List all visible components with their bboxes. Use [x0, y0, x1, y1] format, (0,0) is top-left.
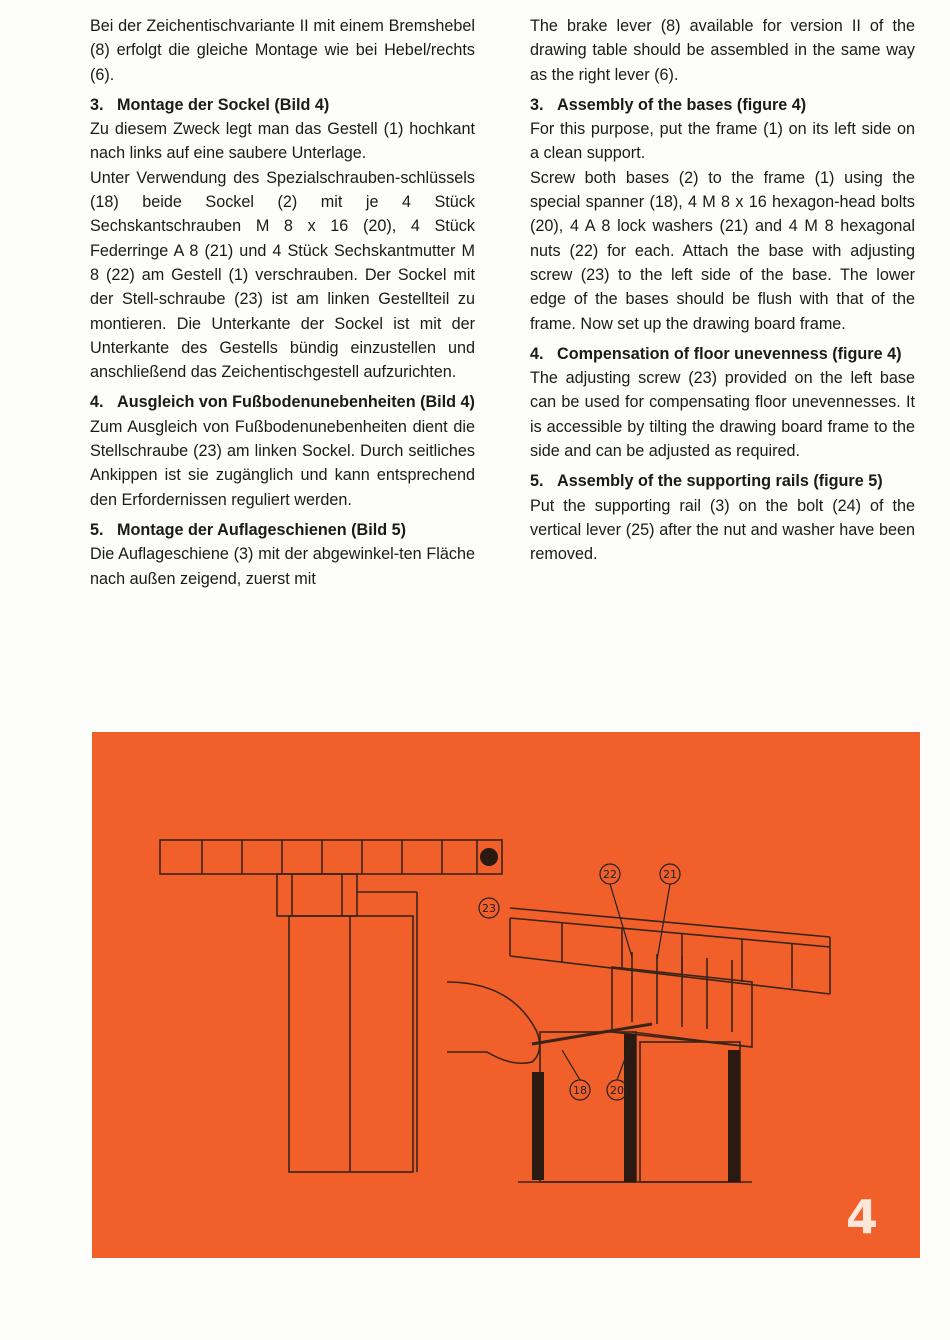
section-number: 5. [90, 520, 104, 539]
german-intro: Bei der Zeichentischvariante II mit einem Bremshebel (8) erfolgt die gleiche Montage wie bei Hebel/rechts (6). [90, 17, 475, 84]
callout-18: 18 [573, 1084, 587, 1097]
german-section-5-heading [90, 518, 475, 542]
section-title: Assembly of the bases (figure 4) [557, 95, 807, 114]
english-section-3-heading [530, 93, 915, 117]
english-section-4-para-1: The adjusting screw (23) provided on the left base can be used for compensating floor unevennesses. It is accessible by tilting the drawing board frame to the side and can be adjusted as required. [530, 369, 915, 461]
figure-4-illustration [92, 732, 920, 1258]
right-leg-front [540, 1032, 636, 1182]
german-section-3-para-1: Zu diesem Zweck legt man das Gestell (1) hochkant nach links auf eine saubere Unterlage. [90, 120, 475, 163]
english-section-5-heading [530, 469, 915, 493]
section-number: 4. [90, 393, 104, 412]
figure-number: 4 [845, 1190, 878, 1244]
callout-21: 21 [663, 868, 677, 881]
section-number: 5. [530, 472, 544, 491]
hand [447, 982, 540, 1063]
callout-20: 20 [610, 1084, 624, 1097]
german-section-3-para-2: Unter Verwendung des Spezialschrauben-schlüssels (18) beide Sockel (2) mit je 4 Stück Sechskantschrauben M 8 x 16 (20), 4 Stück Federringe A 8 (21) und 4 Stück Sechskantmutter M 8 (22) am Gestell (1) verschrauben. Der Sockel mit der Stell-schraube (23) ist am linken Gestellteil zu montieren. Die Unterkante der Sockel ist mit der Unterkante des Gestells bündig einzustellen und anschließend das Zeichentischgestell aufzurichten. [90, 168, 475, 382]
section-number: 3. [90, 95, 104, 114]
section-title: Ausgleich von Fußbodenunebenheiten (Bild 4) [117, 393, 475, 412]
base-bracket [277, 874, 357, 916]
table-top-edge [160, 840, 502, 874]
section-title: Compensation of floor unevenness (figure 4) [557, 344, 902, 363]
english-column [530, 14, 915, 567]
section-title: Montage der Sockel (Bild 4) [117, 95, 330, 114]
german-section-4-heading [90, 390, 475, 414]
assembly-drawing [92, 732, 920, 1258]
english-section-3-para-1: For this purpose, put the frame (1) on its left side on a clean support. [530, 120, 915, 163]
german-section-4-para-1: Zum Ausgleich von Fußbodenunebenheiten dient die Stellschraube (23) am linken Sockel. Durch seitliches Ankippen ist sie zugänglich und kann entsprechend den Erfordernissen reguliert werden. [90, 417, 475, 509]
german-column [90, 14, 475, 591]
section-number: 3. [530, 95, 544, 114]
english-section-4-heading [530, 342, 915, 366]
english-section-5-para-1: Put the supporting rail (3) on the bolt (24) of the vertical lever (25) after the nut and washer have been removed. [530, 496, 915, 564]
left-leg [289, 916, 413, 1172]
callout-23: 23 [482, 902, 496, 915]
section-number: 4. [530, 344, 544, 363]
german-section-5-para-1: Die Auflageschiene (3) mit der abgewinkel-ten Fläche nach außen zeigend, zuerst mit [90, 545, 475, 588]
english-intro: The brake lever (8) available for version II of the drawing table should be assembled in the same way as the right lever (6). [530, 17, 915, 84]
right-leg-back [640, 1042, 740, 1182]
german-section-3-heading [90, 93, 475, 117]
section-title: Assembly of the supporting rails (figure 5) [557, 472, 883, 491]
callout-22: 22 [603, 868, 617, 881]
section-title: Montage der Auflageschienen (Bild 5) [117, 520, 407, 539]
english-section-3-para-2: Screw both bases (2) to the frame (1) using the special spanner (18), 4 M 8 x 16 hexagon-head bolts (20), 4 A 8 lock washers (21) and 4 M 8 hexagonal nuts (22) for each. Attach the base with adjusting screw (23) to the left side of the base. The lower edge of the bases should be flush with that of the frame. Now set up the drawing board frame. [530, 168, 915, 333]
